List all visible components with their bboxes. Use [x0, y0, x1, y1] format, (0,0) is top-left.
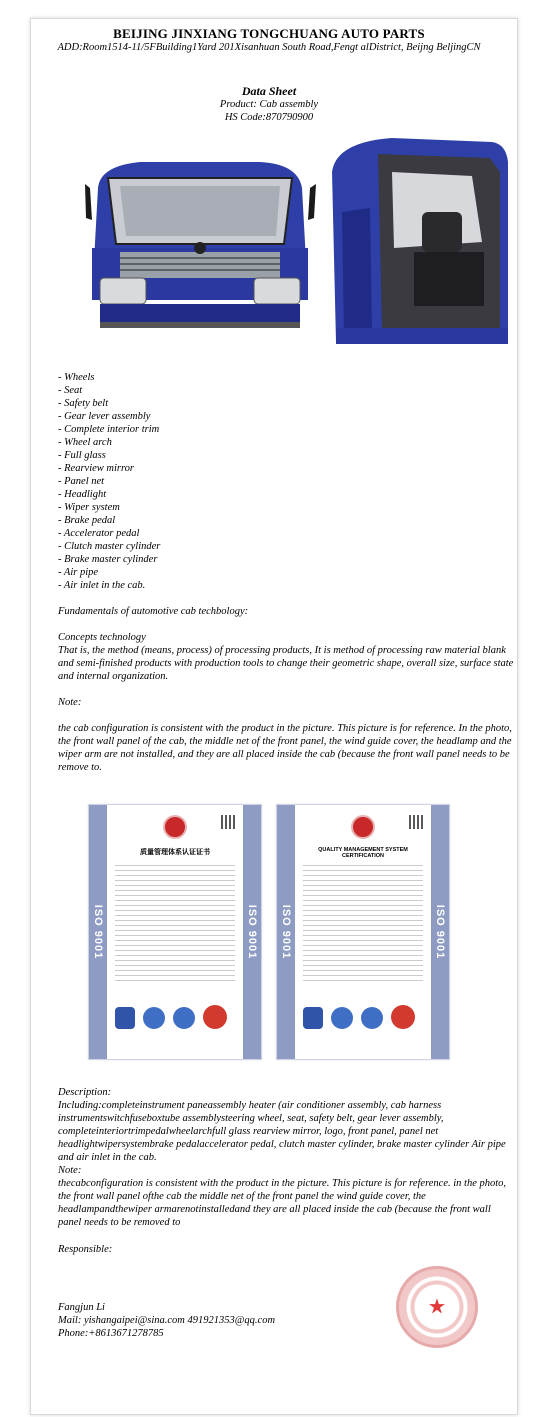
- product-name: Product: Cab assembly: [219, 99, 319, 110]
- certificate-title: QUALITY MANAGEMENT SYSTEM CERTIFICATION: [318, 847, 408, 859]
- certificate-strip: ISO 9001: [89, 805, 107, 1059]
- list-item: - Air inlet in the cab.: [58, 580, 146, 591]
- accreditation-logos: [115, 1005, 235, 1031]
- certificate-strip: ISO 9001: [277, 805, 295, 1059]
- list-item: - Rearview mirror: [58, 463, 135, 474]
- list-item: - Safety belt: [58, 398, 109, 409]
- certificate-strip: ISO 9001: [243, 805, 261, 1059]
- list-item: - Complete interior trim: [58, 424, 160, 435]
- iaf-logo-icon: [143, 1007, 165, 1029]
- list-item: - Wheels: [58, 372, 95, 383]
- iaf-logo-icon: [331, 1007, 353, 1029]
- datasheet-title: Data Sheet: [241, 84, 297, 98]
- hs-code: HS Code:870790900: [224, 112, 314, 123]
- accreditation-logos: [303, 1005, 423, 1031]
- list-item: - Brake pedal: [58, 515, 116, 526]
- contact-mail: Mail: yishangaipei@sina.com 491921353@qq.com: [58, 1315, 276, 1326]
- list-item: - Seat: [58, 385, 83, 396]
- note-label: Note:: [58, 697, 82, 708]
- description-body: Including:completeinstrument paneassembly heater (air conditioner assembly, cab harness instrumentswitchfuseboxtube assemblysteering wheel, seat, safety belt, gear lever assembly, completeinteriortrimpedalwheelarchfull glass rearview mirror, logo, front panel, panel net headlightwipersystembrake pedalaccelerator pedal, clutch master cylinder, brake master cylinder Air pipe and air inlet in the cab.: [58, 1100, 506, 1163]
- component-list: [58, 371, 160, 592]
- contact-name: Fangjun Li: [58, 1302, 105, 1313]
- fundamentals-heading: Fundamentals of automotive cab techbology:: [58, 606, 249, 617]
- list-item: - Headlight: [58, 489, 107, 500]
- seal-icon: [163, 815, 187, 839]
- company-stamp-icon: ★: [396, 1266, 478, 1348]
- certificate-text-block: [115, 865, 235, 985]
- list-item: - Full glass: [58, 450, 106, 461]
- certificate-strip: ISO 9001: [431, 805, 449, 1059]
- note-label: Note:: [58, 1165, 82, 1176]
- cab-front-photo: [80, 148, 320, 348]
- list-item: - Accelerator pedal: [58, 528, 140, 539]
- responsible-label: Responsible:: [58, 1244, 113, 1255]
- list-item: - Wheel arch: [58, 437, 112, 448]
- cab-side-photo: [322, 132, 512, 354]
- certificate-text-block: [303, 865, 423, 985]
- list-item: - Panel net: [58, 476, 105, 487]
- cqc-logo-icon: [173, 1007, 195, 1029]
- company-name: BEIJING JINXIANG TONGCHUANG AUTO PARTS: [113, 26, 425, 41]
- description-label: Description:: [58, 1087, 112, 1098]
- company-address: ADD:Room1514-11/5FBuilding1Yard 201Xisanhuan South Road,Fengt alDistrict, Beijng BeljingCN: [57, 42, 481, 53]
- stamp-icon: [203, 1005, 227, 1029]
- list-item: - Clutch master cylinder: [58, 541, 161, 552]
- list-item: - Brake master cylinder: [58, 554, 158, 565]
- concepts-body: That is, the method (means, process) of processing products, It is method of processing raw material blank and semi-finished products with production tools to change their geometric shape, overall size, surface state and internal organization.: [58, 645, 514, 682]
- certificate-english: [276, 804, 450, 1060]
- cnas-logo-icon: [115, 1007, 135, 1029]
- list-item: - Gear lever assembly: [58, 411, 151, 422]
- certificate-title: 质量管理体系认证证书: [140, 849, 210, 856]
- qr-code-icon: [221, 815, 235, 829]
- note-body: thecabconfiguration is consistent with the product in the picture. This picture is for reference. in the photo, the front wall panel ofthe cab the middle net of the front panel the wind guide cover, the headlampandthewiper armarenotinstalledand they are all placed inside the cab (because the front wall panel needs to be removed to: [58, 1178, 507, 1228]
- list-item: - Wiper system: [58, 502, 120, 513]
- cnas-logo-icon: [303, 1007, 323, 1029]
- qr-code-icon: [409, 815, 423, 829]
- concepts-heading: Concepts technology: [58, 632, 146, 643]
- stamp-icon: [391, 1005, 415, 1029]
- note-body: the cab configuration is consistent with the product in the picture. This picture is for reference. In the photo, the front wall panel of the cab, the middle net of the front panel, the wind guide cover, the headlamp and the wiper arm are not installed, and they are all placed inside the cab (because the front wall panel needs to be remove to.: [58, 723, 512, 773]
- contact-phone: Phone:+8613671278785: [58, 1328, 164, 1339]
- certificate-chinese: [88, 804, 262, 1060]
- list-item: - Air pipe: [58, 567, 99, 578]
- cqc-logo-icon: [361, 1007, 383, 1029]
- seal-icon: [351, 815, 375, 839]
